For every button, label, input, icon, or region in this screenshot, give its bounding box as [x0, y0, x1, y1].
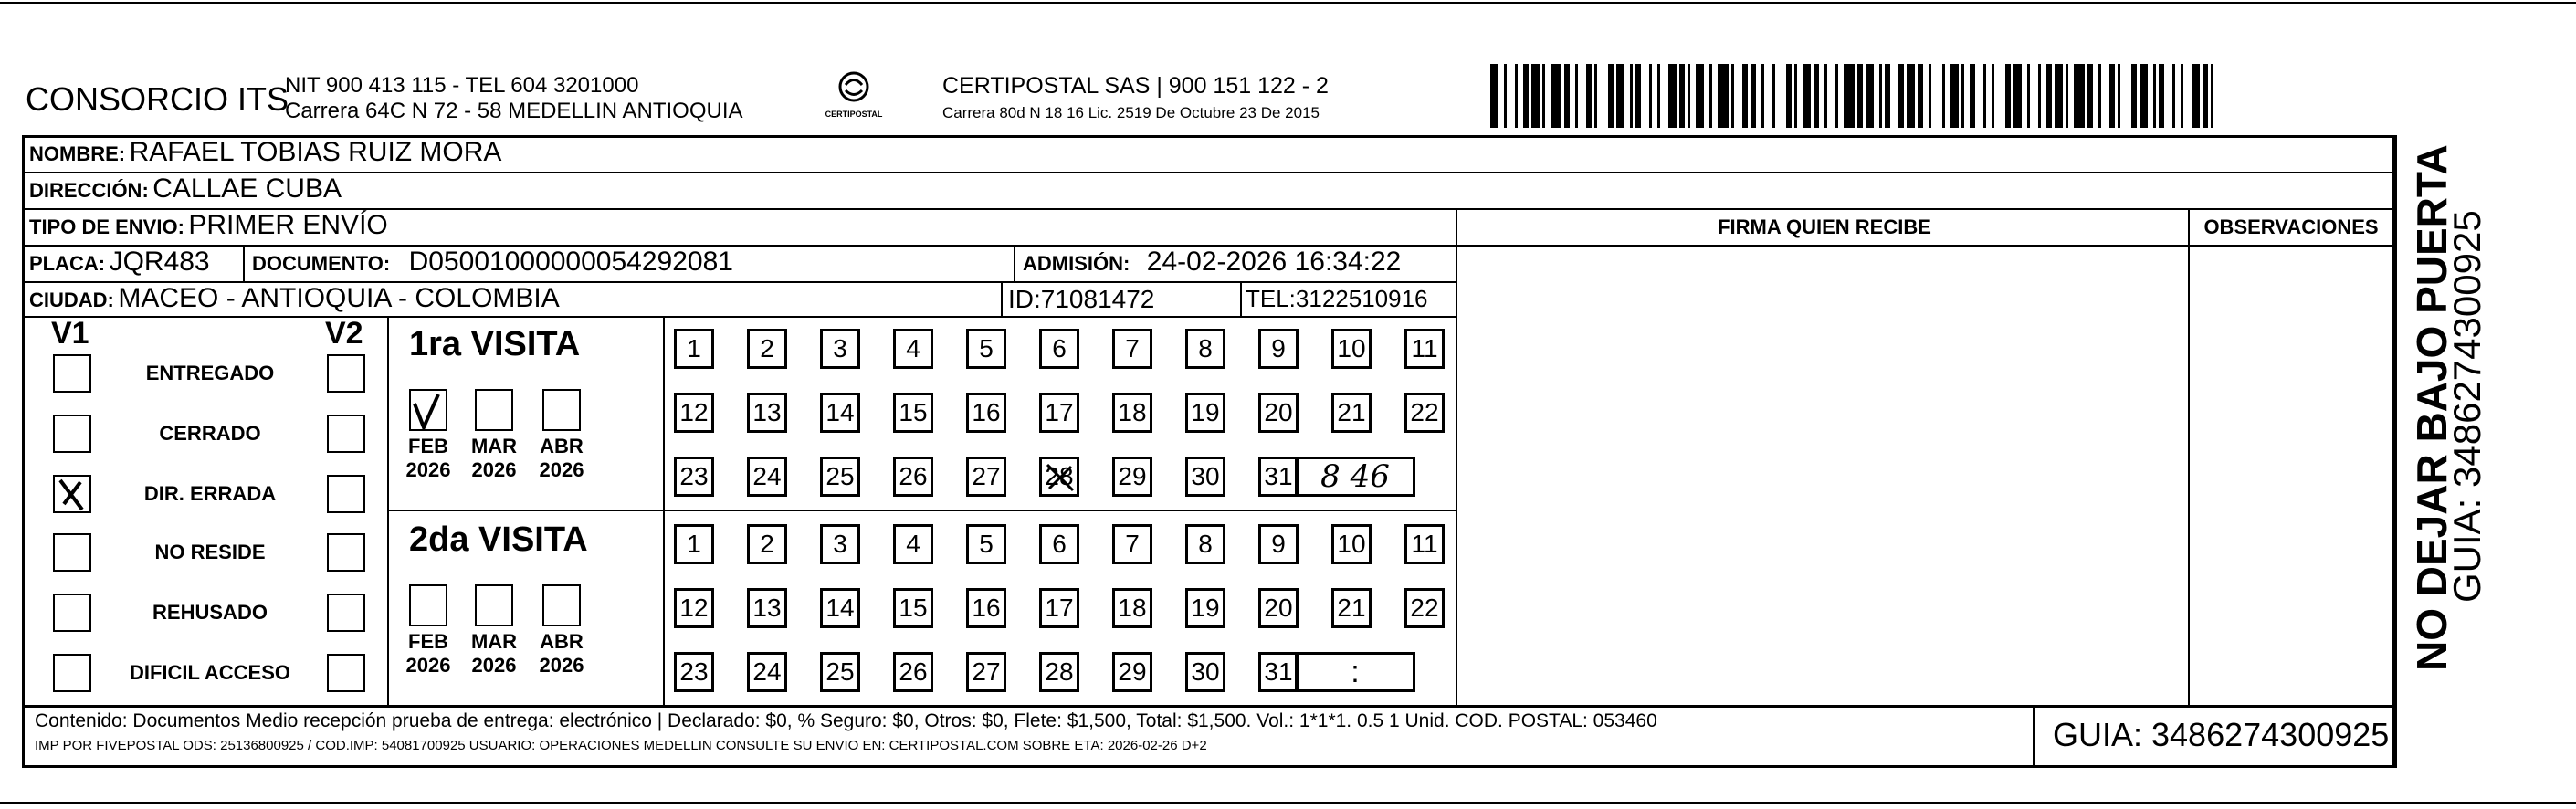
barcode-bar [1751, 64, 1756, 128]
ciudad-label: CIUDAD: [29, 289, 114, 311]
v2-header: V2 [325, 316, 363, 351]
day-box[interactable]: 9 [1258, 329, 1299, 369]
col-line [1001, 281, 1003, 316]
day-box[interactable]: 18 [1112, 588, 1152, 628]
day-box[interactable]: 22 [1404, 588, 1445, 628]
day-box[interactable]: 4 [893, 524, 933, 564]
barcode-bar [1564, 64, 1570, 128]
barcode-bar [1523, 64, 1529, 128]
day-box[interactable]: 24 [747, 457, 787, 497]
barcode-bar [2027, 64, 2030, 128]
barcode-bar [2087, 64, 2093, 128]
day-box[interactable]: 25 [820, 652, 860, 692]
day-box[interactable]: 6 [1039, 329, 1079, 369]
v2-checkbox[interactable] [327, 354, 365, 393]
day-box[interactable]: 14 [820, 393, 860, 433]
barcode-bar [2131, 64, 2137, 128]
barcode-bar [1942, 64, 1945, 128]
v2-checkbox[interactable] [327, 533, 365, 572]
day-box[interactable]: 22 [1404, 393, 1445, 433]
col-line [1014, 245, 1015, 281]
barcode-bar [1679, 64, 1685, 128]
day-box[interactable]: 11 [1404, 329, 1445, 369]
barcode-bar [1616, 64, 1624, 128]
day-box[interactable]: 12 [674, 393, 714, 433]
nombre-value: RAFAEL TOBIAS RUIZ MORA [129, 137, 502, 167]
barcode-bar [2055, 64, 2063, 128]
documento-value: D05001000000054292081 [408, 247, 733, 277]
day-box[interactable]: 21 [1331, 393, 1372, 433]
barcode-bar [2192, 64, 2200, 128]
observaciones-header: OBSERVACIONES [2203, 215, 2379, 238]
row-line [22, 172, 2394, 173]
top-edge-line [0, 2, 2576, 4]
barcode-bar [1504, 64, 1507, 128]
bottom-edge-line [0, 802, 2576, 804]
time-box[interactable]: : [1295, 652, 1415, 692]
visit-title: 1ra VISITA [409, 325, 581, 363]
v1-header: V1 [51, 316, 89, 351]
col-line [2188, 208, 2190, 705]
placa-row [29, 247, 210, 278]
day-box[interactable]: 27 [966, 652, 1006, 692]
v2-checkbox[interactable] [327, 475, 365, 513]
day-box[interactable]: 16 [966, 393, 1006, 433]
side-guia: GUIA: 3486274300925 [2445, 210, 2488, 603]
firma-header: FIRMA QUIEN RECIBE [1718, 215, 1931, 238]
barcode-bar [1761, 64, 1764, 128]
row-line [22, 705, 2394, 708]
barcode-bar [2172, 64, 2175, 128]
month-checkbox[interactable] [542, 389, 581, 431]
day-box[interactable]: 15 [893, 393, 933, 433]
day-box[interactable]: 29 [1112, 652, 1152, 692]
reason-label: NO RESIDE [154, 541, 266, 563]
barcode-bar [2013, 64, 2022, 128]
day-box[interactable]: 2 [747, 329, 787, 369]
day-box[interactable]: 20 [1258, 393, 1299, 433]
month-checkbox[interactable] [409, 584, 447, 626]
month-checkbox[interactable] [409, 389, 447, 431]
contenido-line: Contenido: Documentos Medio recepción prueba de entrega: electrónico | Declarado: $0, % Seguro: $0, Otros: $0, Flete: $1,500, Total: $1,500. Vol.: 1*1*1. 0.5 1 Unid. COD. POSTAL: 053460 [35, 710, 1657, 731]
barcode-bar [1929, 64, 1931, 128]
nit-line: NIT 900 413 115 - TEL 604 3201000 [285, 73, 639, 98]
day-box[interactable]: 10 [1331, 524, 1372, 564]
row-line [1457, 245, 2394, 247]
documento-label: DOCUMENTO: [252, 252, 391, 275]
barcode-bar [1742, 64, 1748, 128]
handwritten-x-icon [55, 477, 89, 511]
barcode-bar [1992, 64, 1994, 128]
barcode-bar [2038, 64, 2041, 128]
barcode-bar [1885, 64, 1890, 128]
visit-title: 2da VISITA [409, 520, 588, 559]
barcode-bar [2109, 64, 2115, 128]
day-box[interactable]: 13 [747, 393, 787, 433]
logo-caption: CERTIPOSTAL [825, 110, 883, 119]
barcode-bar [1688, 64, 1690, 128]
barcode-bar [1794, 64, 1797, 128]
day-box[interactable]: 27 [966, 457, 1006, 497]
month-label: FEB 2026 [405, 435, 451, 481]
id-row [1008, 285, 1154, 314]
tel-value: 3122510916 [1295, 285, 1428, 312]
day-box[interactable]: 17 [1039, 393, 1079, 433]
day-box[interactable]: 9 [1258, 524, 1299, 564]
day-box[interactable]: 3 [820, 329, 860, 369]
day-box[interactable]: 19 [1185, 393, 1225, 433]
barcode-bar [1696, 64, 1704, 128]
barcode-bar [1575, 64, 1578, 128]
day-box[interactable]: 10 [1331, 329, 1372, 369]
reason-label: ENTREGADO [145, 362, 275, 384]
time-box[interactable]: 8 46 [1295, 457, 1415, 497]
day-box[interactable]: 15 [893, 588, 933, 628]
barcode-bar [1824, 64, 1827, 128]
barcode-bar [1718, 64, 1729, 128]
day-box[interactable]: 13 [747, 588, 787, 628]
direccion-value: CALLAE CUBA [152, 173, 342, 204]
barcode-bar [1803, 64, 1811, 128]
reason-label: DIFICIL ACCESO [129, 661, 290, 684]
barcode-bar [1983, 64, 1986, 128]
barcode-bar [1515, 64, 1518, 128]
month-label: ABR 2026 [539, 435, 584, 481]
certipostal-logo-icon [834, 71, 874, 106]
barcode-bar [1857, 64, 1863, 128]
side-warning: NO DEJAR BAJO PUERTA [2408, 144, 2455, 671]
admision-row [1023, 247, 1401, 278]
placa-label: PLACA: [29, 252, 106, 275]
col-line [2033, 705, 2035, 768]
nombre-row [29, 137, 501, 168]
day-box[interactable]: 19 [1185, 588, 1225, 628]
day-box[interactable]: 12 [674, 588, 714, 628]
barcode-bar [1709, 64, 1712, 128]
day-box[interactable]: 25 [820, 457, 860, 497]
v2-checkbox[interactable] [327, 415, 365, 453]
barcode-bar [2211, 64, 2213, 128]
id-label: ID: [1008, 285, 1041, 313]
barcode-bar [1649, 64, 1652, 128]
reason-label: REHUSADO [152, 601, 268, 624]
row-line [22, 316, 1456, 318]
v2-checkbox[interactable] [327, 594, 365, 632]
barcode-bar [1594, 64, 1597, 128]
col-line [243, 245, 245, 281]
barcode-bar [2181, 64, 2183, 128]
barcode-bar [1586, 64, 1592, 128]
barcode-bar [1898, 64, 1904, 128]
id-value: 71081472 [1040, 285, 1155, 313]
barcode-bar [1630, 64, 1633, 128]
day-box[interactable]: 29 [1112, 457, 1152, 497]
day-box[interactable]: 28 [1039, 652, 1079, 692]
day-box[interactable]: 1 [674, 524, 714, 564]
admision-value: 24-02-2026 16:34:22 [1146, 247, 1402, 277]
barcode-bar [1772, 64, 1775, 128]
tel-row [1246, 285, 1428, 313]
tipo-value: PRIMER ENVÍO [188, 210, 388, 240]
reason-label: CERRADO [159, 422, 261, 445]
day-box[interactable]: 26 [893, 652, 933, 692]
barcode-bar [1844, 64, 1855, 128]
v1-checkbox[interactable] [53, 533, 91, 572]
certipostal-logo [822, 71, 886, 119]
day-box[interactable]: 30 [1185, 652, 1225, 692]
day-box[interactable]: 5 [966, 329, 1006, 369]
barcode-bar [1950, 64, 1959, 128]
col-line [1240, 281, 1242, 316]
day-box[interactable]: 23 [674, 652, 714, 692]
month-label: MAR 2026 [470, 435, 518, 481]
barcode-bar [2159, 64, 2164, 128]
ciudad-value: MACEO - ANTIOQUIA - COLOMBIA [118, 283, 560, 313]
month-checkbox[interactable] [542, 584, 581, 626]
day-box[interactable]: 8 [1185, 329, 1225, 369]
day-box[interactable]: 5 [966, 524, 1006, 564]
barcode-bar [2046, 64, 2052, 128]
documento-row [252, 247, 733, 278]
barcode-bar [1835, 64, 1838, 128]
day-box[interactable]: 16 [966, 588, 1006, 628]
reason-label: DIR. ERRADA [143, 482, 277, 505]
address-line: Carrera 64C N 72 - 58 MEDELLIN ANTIOQUIA [285, 99, 743, 123]
month-checkbox[interactable] [475, 389, 513, 431]
barcode-bar [1918, 64, 1923, 128]
ciudad-row [29, 283, 560, 314]
col-line [1456, 208, 1457, 705]
handwritten-check-icon [411, 391, 447, 429]
barcode-bar [1879, 64, 1882, 128]
v1-checkbox[interactable] [53, 594, 91, 632]
day-box[interactable]: 7 [1112, 329, 1152, 369]
barcode-bar [2153, 64, 2156, 128]
day-box[interactable]: 1 [674, 329, 714, 369]
day-box[interactable]: 28 [1039, 457, 1079, 497]
barcode-bar [1657, 64, 1660, 128]
month-label: FEB 2026 [405, 630, 451, 677]
day-box[interactable]: 8 [1185, 524, 1225, 564]
company-name: CONSORCIO ITS [26, 80, 289, 118]
barcode-bar [2074, 64, 2085, 128]
placa-value: JQR483 [109, 247, 210, 277]
day-box[interactable]: 26 [893, 457, 933, 497]
barcode-bar [2098, 64, 2101, 128]
day-box[interactable]: 30 [1185, 457, 1225, 497]
direccion-label: DIRECCIÓN: [29, 179, 149, 202]
v1-checkbox[interactable] [53, 415, 91, 453]
v1-checkbox[interactable] [53, 354, 91, 393]
direccion-row [29, 173, 342, 205]
day-box[interactable]: 23 [674, 457, 714, 497]
barcode-bar [1731, 64, 1734, 128]
barcode-bar [1786, 64, 1792, 128]
day-box[interactable]: 3 [820, 524, 860, 564]
v1-checkbox[interactable] [53, 475, 91, 513]
day-box[interactable]: 20 [1258, 588, 1299, 628]
tel-label: TEL: [1246, 285, 1296, 312]
admision-label: ADMISIÓN: [1023, 252, 1130, 275]
barcode-bar [1970, 64, 1975, 128]
barcode-bar [2066, 64, 2068, 128]
nombre-label: NOMBRE: [29, 142, 126, 165]
barcode-bar [1551, 64, 1561, 128]
day-box[interactable]: 14 [820, 588, 860, 628]
row-line [387, 510, 1457, 511]
day-box[interactable]: 21 [1331, 588, 1372, 628]
certipostal-line: CERTIPOSTAL SAS | 900 151 122 - 2 [942, 73, 1329, 99]
barcode-bar [1490, 64, 1498, 128]
barcode-bar [2005, 64, 2011, 128]
v2-checkbox[interactable] [327, 654, 365, 692]
barcode-bar [1635, 64, 1641, 128]
month-checkbox[interactable] [475, 584, 513, 626]
barcode-bar [1531, 64, 1540, 128]
handwritten-mark-icon [1044, 461, 1077, 494]
barcode-bar [1866, 64, 1874, 128]
form-right-edge [2394, 135, 2397, 768]
certipostal-sub: Carrera 80d N 18 16 Lic. 2519 De Octubre 23 De 2015 [942, 104, 1320, 121]
day-box[interactable]: 31 [1258, 457, 1299, 497]
barcode-bar [2203, 64, 2208, 128]
tipo-label: TIPO DE ENVIO: [29, 215, 184, 238]
day-box[interactable]: 11 [1404, 524, 1445, 564]
day-box[interactable]: 6 [1039, 524, 1079, 564]
barcode-bar [2118, 64, 2120, 128]
month-label: MAR 2026 [470, 630, 518, 677]
footer-guia: GUIA: 3486274300925 [2053, 716, 2390, 753]
day-box[interactable]: 18 [1112, 393, 1152, 433]
day-box[interactable]: 2 [747, 524, 787, 564]
day-box[interactable]: 17 [1039, 588, 1079, 628]
barcode-bar [1814, 64, 1819, 128]
imp-line: IMP POR FIVEPOSTAL ODS: 25136800925 / COD.IMP: 54081700925 USUARIO: OPERACIONES MEDELLIN CONSULTE SU ENVIO EN: CERTIPOSTAL.COM SOBRE ETA: 2026-02-26 D+2 [35, 738, 1207, 753]
tipo-row [29, 210, 388, 241]
day-box[interactable]: 24 [747, 652, 787, 692]
day-box[interactable]: 4 [893, 329, 933, 369]
barcode-bar [2140, 64, 2148, 128]
barcode-bar [1961, 64, 1964, 128]
barcode-bar [1542, 64, 1545, 128]
barcode-bar [1668, 64, 1677, 128]
v1-checkbox[interactable] [53, 654, 91, 692]
barcode [1490, 64, 2217, 128]
day-box[interactable]: 31 [1258, 652, 1299, 692]
day-box[interactable]: 7 [1112, 524, 1152, 564]
month-label: ABR 2026 [539, 630, 584, 677]
barcode-bar [1907, 64, 1915, 128]
barcode-bar [1608, 64, 1614, 128]
